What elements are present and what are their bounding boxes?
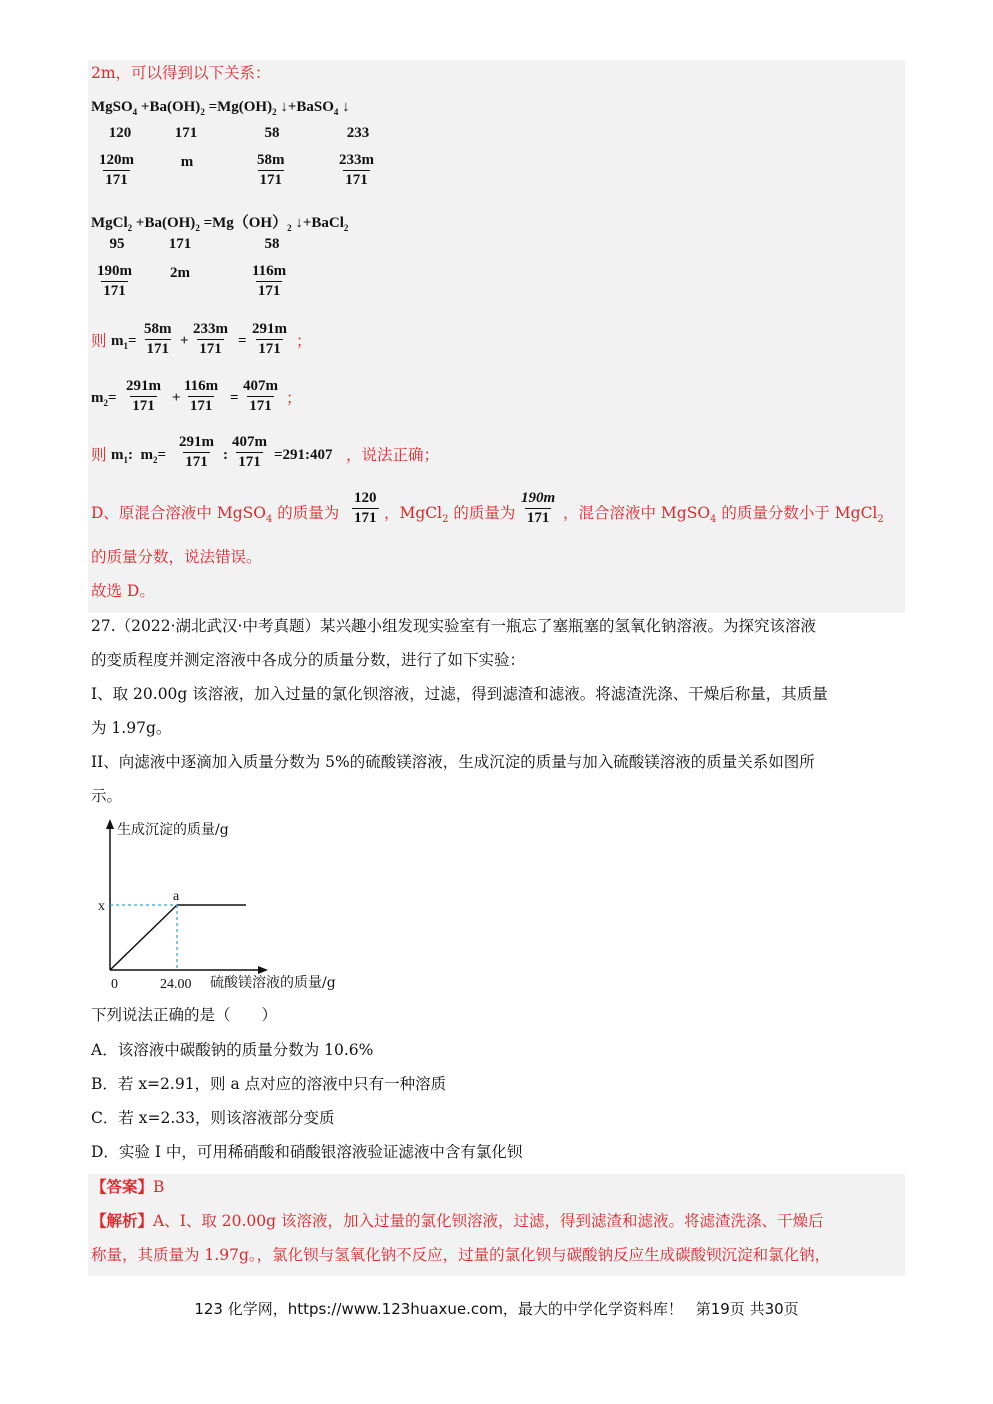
mass-baso4: 233 bbox=[346, 125, 370, 141]
option-d-analysis-line2: 的质量分数，说法错误。 bbox=[91, 548, 262, 566]
plus-sign-2: + bbox=[172, 390, 181, 406]
m1-frac3: $\frac{291m}{171}$ bbox=[252, 321, 287, 357]
point-a-label: a bbox=[173, 889, 180, 904]
m2-frac1: $\frac{291m}{171}$ bbox=[126, 378, 161, 414]
m1-frac1: $\frac{58m}{171}$ bbox=[144, 321, 172, 357]
plain-2m: 2m bbox=[170, 265, 190, 281]
precipitate-chart bbox=[90, 815, 390, 1000]
mass-baoh2-2: 171 bbox=[168, 236, 192, 252]
option-c: C．若 x=2.33，则该溶液部分变质 bbox=[91, 1109, 335, 1127]
equation-mgso4: MgSO$_4$ $+Ba(OH)_2 =Mg(OH)_2$ ↓+BaSO$_4$ ↓ bbox=[91, 99, 350, 117]
x-axis-label: 硫酸镁溶液的质量/g bbox=[210, 975, 336, 991]
ratio-frac2: $\frac{407m}{171}$ bbox=[232, 434, 267, 470]
intro-text: 2m，可以得到以下关系： bbox=[91, 64, 271, 82]
answer-value: B bbox=[153, 1178, 165, 1196]
frac-58m: $\frac{58m}{171}$ bbox=[257, 152, 285, 188]
m2-frac2: $\frac{116m}{171}$ bbox=[184, 378, 219, 414]
m1-prefix: 则 bbox=[91, 332, 107, 350]
plus-sign: + bbox=[180, 333, 189, 349]
question-stem: 下列说法正确的是（ ） bbox=[91, 1006, 278, 1024]
ratio-vars: $m_1$: $m_2=$ bbox=[111, 447, 167, 465]
ratio-prefix: 则 bbox=[91, 446, 107, 464]
frac-116m: $\frac{116m}{171}$ bbox=[252, 263, 287, 299]
analysis-label: 【解析】 bbox=[91, 1211, 154, 1230]
m2-frac3: $\frac{407m}{171}$ bbox=[243, 378, 278, 414]
x-tick-label: 24.00 bbox=[160, 977, 192, 992]
analysis-line1: 【解析】A、I、取 20.00g 该溶液，加入过量的氯化钡溶液，过滤，得到滤渣和滤液。将滤渣洗涤、干燥后 bbox=[91, 1211, 824, 1230]
mass-mgcl2: 95 bbox=[109, 236, 125, 252]
option-d-analysis-3: ，混合溶液中 MgSO$_4$ 的质量分数小于 MgCl$_2$ bbox=[563, 504, 884, 526]
frac-233m: $\frac{233m}{171}$ bbox=[339, 152, 374, 188]
q27-line3: I、取 20.00g 该溶液，加入过量的氯化钡溶液，过滤，得到滤渣和滤液。将滤渣洗涤、干燥后称量，其质量 bbox=[91, 685, 828, 703]
q27-line4: 为 1.97g。 bbox=[91, 719, 172, 737]
plain-m: m bbox=[180, 154, 194, 170]
mass-mgoh2-2: 58 bbox=[264, 236, 280, 252]
y-tick-label: x bbox=[98, 899, 105, 914]
y-axis-label: 生成沉淀的质量/g bbox=[117, 822, 229, 838]
answer-line bbox=[91, 1176, 164, 1198]
m1-frac2: $\frac{233m}{171}$ bbox=[193, 321, 228, 357]
curve-rise bbox=[110, 905, 177, 970]
option-b: B．若 x=2.91，则 a 点对应的溶液中只有一种溶质 bbox=[91, 1075, 447, 1093]
footer-site: 123 化学网，https://www.123huaxue.com，最大的中学化学资料库！ bbox=[194, 1300, 683, 1318]
analysis-line2: 称量，其质量为 1.97g。，氯化钡与氢氧化钠不反应，过量的氯化钡与碳酸钠反应生成碳酸钡沉淀和氯化钠， bbox=[91, 1246, 831, 1264]
q27-line5: II、向滤液中逐滴加入质量分数为 5%的硫酸镁溶液，生成沉淀的质量与加入硫酸镁溶液的质量关系如图所 bbox=[91, 753, 815, 771]
footer-page: 第19页 共30页 bbox=[695, 1300, 799, 1318]
d-frac-120: $\frac{120}{171}$ bbox=[354, 490, 377, 526]
ratio-colon: : bbox=[223, 447, 228, 463]
q27-line2: 的变质程度并测定溶液中各成分的质量分数，进行了如下实验： bbox=[91, 651, 526, 669]
frac-120m: $\frac{120m}{171}$ bbox=[99, 152, 134, 188]
option-d: D．实验 I 中，可用稀硝酸和硝酸银溶液验证滤液中含有氯化钡 bbox=[91, 1143, 523, 1161]
ratio-tail: ，说法正确； bbox=[346, 446, 440, 464]
option-a: A．该溶液中碳酸钠的质量分数为 10.6% bbox=[91, 1041, 374, 1059]
page-footer bbox=[0, 1298, 993, 1319]
y-axis-arrow bbox=[106, 819, 114, 829]
ratio-frac1: $\frac{291m}{171}$ bbox=[179, 434, 214, 470]
mass-mgoh2: 58 bbox=[264, 125, 280, 141]
equals-sign: = bbox=[238, 333, 247, 349]
x-axis-arrow bbox=[258, 966, 268, 974]
m1-var: $m_1=$ bbox=[111, 333, 137, 351]
mass-mgso4: 120 bbox=[108, 125, 132, 141]
final-choice: 故选 D。 bbox=[91, 582, 155, 600]
ratio-result: =291:407 bbox=[274, 447, 333, 463]
q27-line6: 示。 bbox=[91, 787, 123, 805]
q27-line1: 27.（2022·湖北武汉·中考真题）某兴趣小组发现实验室有一瓶忘了塞瓶塞的氢氧化钠溶液。为探究该溶液 bbox=[91, 617, 816, 635]
origin-label: 0 bbox=[111, 977, 118, 992]
mass-baoh2: 171 bbox=[174, 125, 198, 141]
frac-190m: $\frac{190m}{171}$ bbox=[97, 263, 132, 299]
answer-label: 【答案】 bbox=[91, 1177, 154, 1196]
m2-end: ； bbox=[286, 389, 302, 407]
equals-sign-2: = bbox=[230, 390, 239, 406]
option-d-analysis: D、原混合溶液中 MgSO$_4$ 的质量为 bbox=[91, 504, 340, 526]
m1-end: ； bbox=[296, 332, 312, 350]
d-frac-190m: $\frac{190m}{171}$ bbox=[521, 490, 556, 526]
m2-var: $m_2=$ bbox=[91, 390, 117, 408]
option-d-analysis-2: ，MgCl$_2$ 的质量为 bbox=[384, 504, 516, 526]
equation-mgcl2: MgCl$_2$ $+Ba(OH)_2 =Mg(OH)_2$ ↓+BaCl$_2$ bbox=[91, 215, 349, 233]
